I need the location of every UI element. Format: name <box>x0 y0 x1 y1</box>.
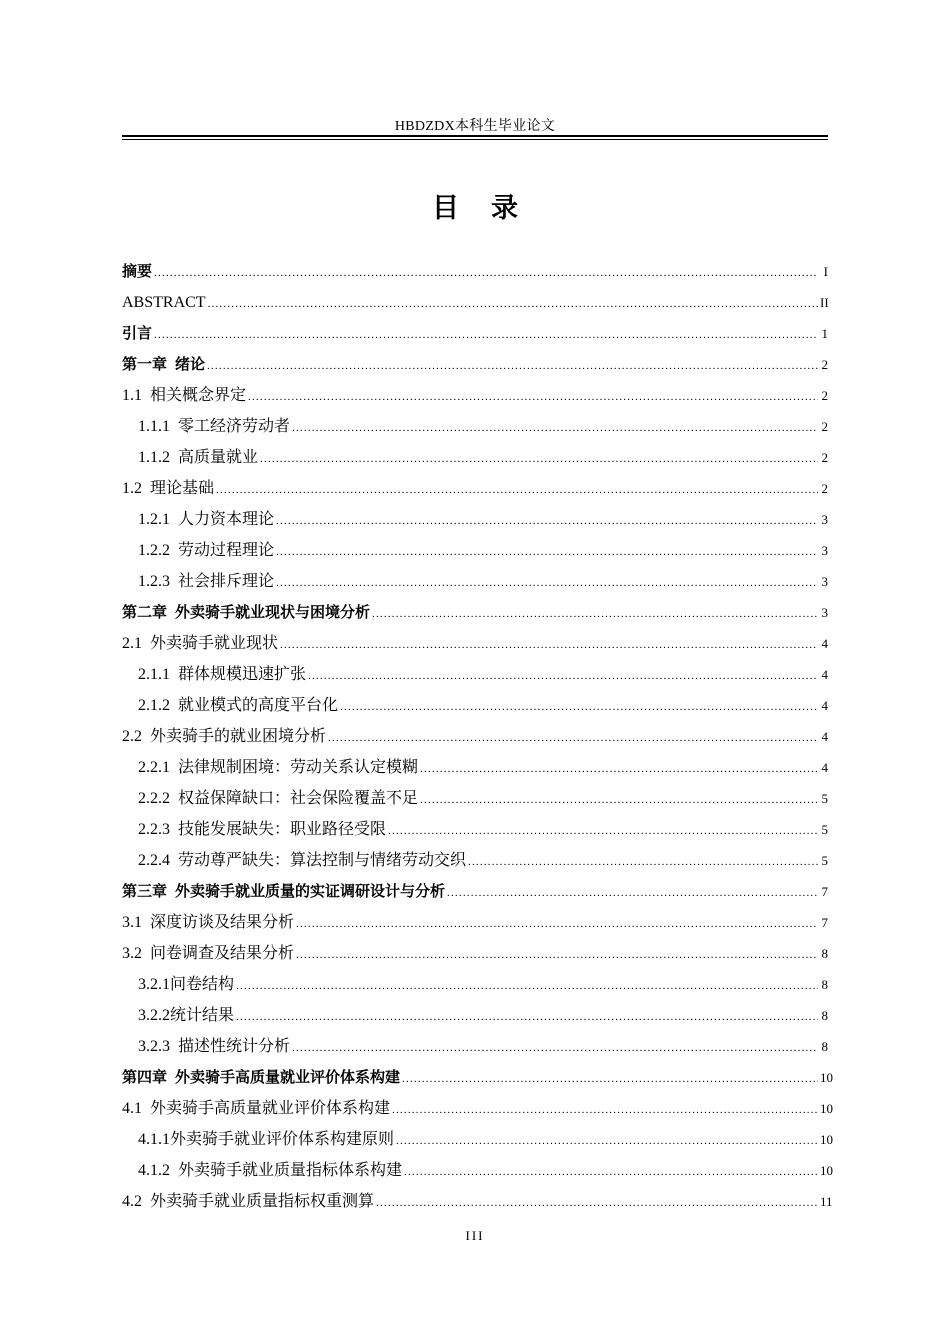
toc-entry-page: 10 <box>820 1163 833 1178</box>
toc-leader-dots <box>208 289 818 320</box>
toc-entry-number: 1.1.1 <box>138 418 170 435</box>
toc-leader-dots <box>404 1157 818 1188</box>
toc-entry-page: 4 <box>821 698 828 713</box>
toc-entry-title: ABSTRACT <box>122 294 206 311</box>
toc-entry-title: 劳动尊严缺失：算法控制与情绪劳动交织 <box>178 852 467 869</box>
toc-entry[interactable] <box>122 721 828 752</box>
toc-entry[interactable] <box>122 349 828 380</box>
toc-entry-number: 3.2.1 <box>138 976 170 993</box>
toc-entry[interactable] <box>122 1186 833 1217</box>
toc-leader-dots <box>420 785 818 816</box>
toc-entry[interactable] <box>122 845 828 876</box>
toc-entry[interactable] <box>122 1155 833 1186</box>
toc-entry-title: 权益保障缺口：社会保险覆盖不足 <box>178 790 419 807</box>
toc-entry-number: 1.2.2 <box>138 542 170 559</box>
toc-entry[interactable] <box>122 938 828 969</box>
toc-entry-title: 零工经济劳动者 <box>178 418 291 435</box>
toc-leader-dots <box>276 537 818 568</box>
toc-entry-page: 1 <box>821 326 828 341</box>
toc-leader-dots <box>392 1095 818 1126</box>
toc-entry-page: 3 <box>821 574 828 589</box>
toc-entry-number: 2.1.1 <box>138 666 170 683</box>
toc-entry-page: 8 <box>821 1039 828 1054</box>
toc-entry-page: 2 <box>821 419 828 434</box>
toc-entry[interactable] <box>122 380 828 411</box>
toc-entry-title: 外卖骑手就业现状 <box>150 635 279 652</box>
toc-entry-title: 外卖骑手高质量就业评价体系构建 <box>175 1068 401 1086</box>
toc-entry[interactable] <box>122 659 828 690</box>
toc-entry-page: 4 <box>821 636 828 651</box>
toc-entry-number: 1.1 <box>122 387 142 404</box>
toc-entry-number: 1.2 <box>122 480 142 497</box>
toc-title <box>122 186 828 225</box>
toc-entry[interactable] <box>122 1062 833 1093</box>
toc-entry-page: II <box>820 295 829 310</box>
toc-entry-number: 第二章 <box>122 603 168 621</box>
toc-leader-dots <box>396 1126 818 1157</box>
toc-entry-title: 外卖骑手就业质量的实证调研设计与分析 <box>175 882 446 900</box>
toc-entry-page: 2 <box>821 450 828 465</box>
toc-entry-title: 社会排斥理论 <box>178 573 275 590</box>
toc-leader-dots <box>292 1033 818 1064</box>
toc-entry-page: 2 <box>821 357 828 372</box>
toc-entry-number: 2.2.2 <box>138 790 170 807</box>
toc-entry[interactable] <box>122 504 828 535</box>
toc-leader-dots <box>468 847 818 878</box>
toc-entry-page: 10 <box>820 1132 833 1147</box>
page-number: III <box>465 1228 485 1243</box>
toc-entry[interactable] <box>122 287 828 318</box>
toc-entry-page: 7 <box>821 884 828 899</box>
toc-leader-dots <box>280 630 818 661</box>
toc-entry-title: 外卖骑手就业质量指标权重测算 <box>150 1193 375 1210</box>
toc-entry[interactable] <box>122 907 828 938</box>
toc-entry[interactable] <box>122 535 828 566</box>
toc-entry-title: 外卖骑手就业现状与困境分析 <box>175 603 371 621</box>
toc-entry-number: 第一章 <box>122 355 168 373</box>
toc-entry[interactable] <box>122 442 828 473</box>
toc-entry-page: 3 <box>821 512 828 527</box>
header-rule-thick <box>122 135 828 137</box>
toc-entry-number: 1.2.3 <box>138 573 170 590</box>
toc-entry-page: 5 <box>821 853 828 868</box>
toc-entry-title: 外卖骑手就业评价体系构建原则 <box>170 1131 395 1148</box>
toc-entry-number: 1.1.2 <box>138 449 170 466</box>
toc-entry-title: 高质量就业 <box>178 449 259 466</box>
toc-entry-number: 2.1.2 <box>138 697 170 714</box>
toc-entry-number: 3.2.2 <box>138 1007 170 1024</box>
toc-leader-dots <box>248 382 818 413</box>
toc-leader-dots <box>260 444 818 475</box>
toc-leader-dots <box>388 816 818 847</box>
toc-entry-page: 7 <box>821 915 828 930</box>
toc-entry-title: 劳动过程理论 <box>178 542 275 559</box>
toc-entry[interactable] <box>122 1093 833 1124</box>
toc-entry[interactable] <box>122 1124 833 1155</box>
toc-entry-title: 外卖骑手高质量就业评价体系构建 <box>150 1100 391 1117</box>
toc-entry-number: 2.2.3 <box>138 821 170 838</box>
toc-entry-number: 2.2 <box>122 728 142 745</box>
toc-leader-dots <box>154 320 818 351</box>
toc-entry-page: 5 <box>821 822 828 837</box>
toc-entry-title: 理论基础 <box>150 480 215 497</box>
toc-entry-number: 1.2.1 <box>138 511 170 528</box>
toc-entry-title: 统计结果 <box>170 1007 235 1024</box>
toc-entry[interactable] <box>122 628 828 659</box>
toc-title-char-1: 目 <box>432 193 459 224</box>
toc-entry-title: 相关概念界定 <box>150 387 247 404</box>
toc-entry-page: 11 <box>820 1194 833 1209</box>
toc-entry-title: 人力资本理论 <box>178 511 275 528</box>
table-of-contents <box>122 256 833 1217</box>
toc-entry[interactable] <box>122 597 828 628</box>
toc-entry-page: 8 <box>821 977 828 992</box>
toc-entry-page: 8 <box>821 1008 828 1023</box>
toc-leader-dots <box>292 413 818 444</box>
toc-leader-dots <box>236 971 818 1002</box>
toc-entry[interactable] <box>122 876 828 907</box>
toc-entry-title: 问卷调查及结果分析 <box>150 945 295 962</box>
toc-leader-dots <box>296 940 818 971</box>
toc-leader-dots <box>216 475 818 506</box>
running-header: HBDZDX本科生毕业论文 <box>394 119 556 134</box>
toc-entry-number: 2.2.4 <box>138 852 170 869</box>
header-rule-thin <box>122 139 828 140</box>
toc-entry[interactable] <box>122 1000 828 1031</box>
toc-entry-title: 引言 <box>122 324 153 342</box>
toc-leader-dots <box>207 351 818 382</box>
toc-entry-title: 摘要 <box>122 262 153 280</box>
toc-entry-number: 4.1.2 <box>138 1162 170 1179</box>
toc-entry-number: 3.2 <box>122 945 142 962</box>
toc-entry-number: 3.1 <box>122 914 142 931</box>
toc-leader-dots <box>296 909 818 940</box>
toc-entry[interactable] <box>122 411 828 442</box>
toc-leader-dots <box>328 723 818 754</box>
toc-entry-title: 描述性统计分析 <box>178 1038 291 1055</box>
toc-entry-title: 深度访谈及结果分析 <box>150 914 295 931</box>
toc-entry[interactable] <box>122 318 828 349</box>
toc-entry-title: 绪论 <box>175 355 206 373</box>
toc-entry-number: 4.2 <box>122 1193 142 1210</box>
toc-entry-number: 4.1 <box>122 1100 142 1117</box>
toc-entry-title: 就业模式的高度平台化 <box>178 697 339 714</box>
toc-entry[interactable] <box>122 1031 828 1062</box>
toc-entry-page: 10 <box>820 1101 833 1116</box>
toc-entry-number: 第四章 <box>122 1068 168 1086</box>
toc-leader-dots <box>154 258 818 289</box>
toc-entry[interactable] <box>122 473 828 504</box>
toc-entry-page: I <box>823 264 828 279</box>
toc-entry-number: 第三章 <box>122 882 168 900</box>
toc-entry-number: 2.1 <box>122 635 142 652</box>
toc-entry[interactable] <box>122 752 828 783</box>
toc-entry[interactable] <box>122 690 828 721</box>
toc-leader-dots <box>308 661 818 692</box>
toc-entry-number: 3.2.3 <box>138 1038 170 1055</box>
toc-entry-page: 4 <box>821 760 828 775</box>
toc-entry[interactable] <box>122 566 828 597</box>
toc-entry-page: 2 <box>821 388 828 403</box>
toc-leader-dots <box>372 599 818 630</box>
toc-leader-dots <box>447 878 818 909</box>
toc-entry-title: 法律规制困境：劳动关系认定模糊 <box>178 759 419 776</box>
toc-entry-number: 2.2.1 <box>138 759 170 776</box>
toc-entry-title: 技能发展缺失：职业路径受限 <box>178 821 387 838</box>
toc-entry-page: 8 <box>821 946 828 961</box>
toc-leader-dots <box>276 568 818 599</box>
toc-entry-page: 5 <box>821 791 828 806</box>
toc-entry-page: 3 <box>821 605 828 620</box>
toc-entry-title: 外卖骑手就业质量指标体系构建 <box>178 1162 403 1179</box>
toc-entry-page: 10 <box>820 1070 833 1085</box>
toc-leader-dots <box>376 1188 818 1219</box>
toc-entry[interactable] <box>122 969 828 1000</box>
toc-entry-page: 4 <box>821 667 828 682</box>
toc-entry-number: 4.1.1 <box>138 1131 170 1148</box>
toc-title-char-2: 录 <box>491 193 518 224</box>
toc-entry[interactable] <box>122 256 828 287</box>
toc-entry-title: 问卷结构 <box>170 976 235 993</box>
toc-entry-page: 4 <box>821 729 828 744</box>
toc-leader-dots <box>402 1064 818 1095</box>
toc-entry-title: 群体规模迅速扩张 <box>178 666 307 683</box>
toc-entry-title: 外卖骑手的就业困境分析 <box>150 728 327 745</box>
toc-entry[interactable] <box>122 814 828 845</box>
toc-leader-dots <box>236 1002 818 1033</box>
toc-entry[interactable] <box>122 783 828 814</box>
toc-leader-dots <box>420 754 818 785</box>
toc-leader-dots <box>340 692 818 723</box>
toc-leader-dots <box>276 506 818 537</box>
toc-entry-page: 3 <box>821 543 828 558</box>
toc-entry-page: 2 <box>821 481 828 496</box>
